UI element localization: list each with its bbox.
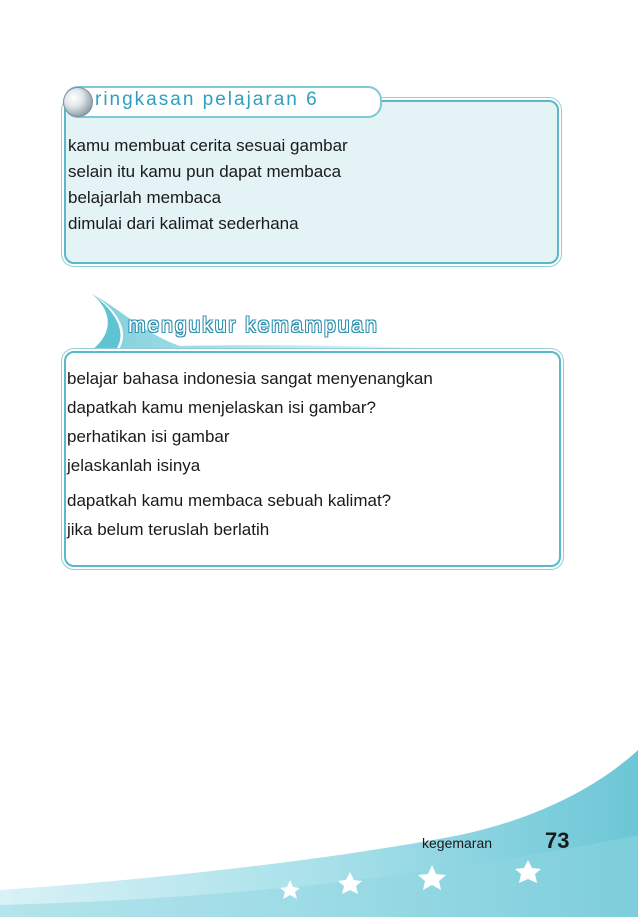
summary-line: belajarlah membaca [68, 188, 222, 207]
assessment-line: dapatkah kamu membaca sebuah kalimat? [67, 491, 392, 510]
assessment-title: mengukur kemampuan [128, 314, 379, 337]
assessment-text [67, 364, 433, 544]
assessment-line: jelaskanlah isinya [67, 456, 201, 475]
page-number: 73 [545, 828, 570, 853]
pearl-bullet-icon [63, 87, 93, 117]
assessment-line: jika belum teruslah berlatih [67, 520, 270, 539]
assessment-line: dapatkah kamu menjelaskan isi gambar? [67, 398, 377, 417]
footer-theme-label: kegemaran [422, 835, 493, 851]
summary-line: kamu membuat cerita sesuai gambar [68, 136, 348, 155]
bottom-wave-decoration [0, 740, 638, 917]
summary-line: dimulai dari kalimat sederhana [68, 214, 299, 233]
summary-text [68, 133, 348, 237]
assessment-line: belajar bahasa indonesia sangat menyenangkan [67, 369, 433, 388]
summary-title: ringkasan pelajaran 6 [95, 89, 319, 110]
summary-line: selain itu kamu pun dapat membaca [68, 162, 342, 181]
assessment-line: perhatikan isi gambar [67, 427, 230, 446]
